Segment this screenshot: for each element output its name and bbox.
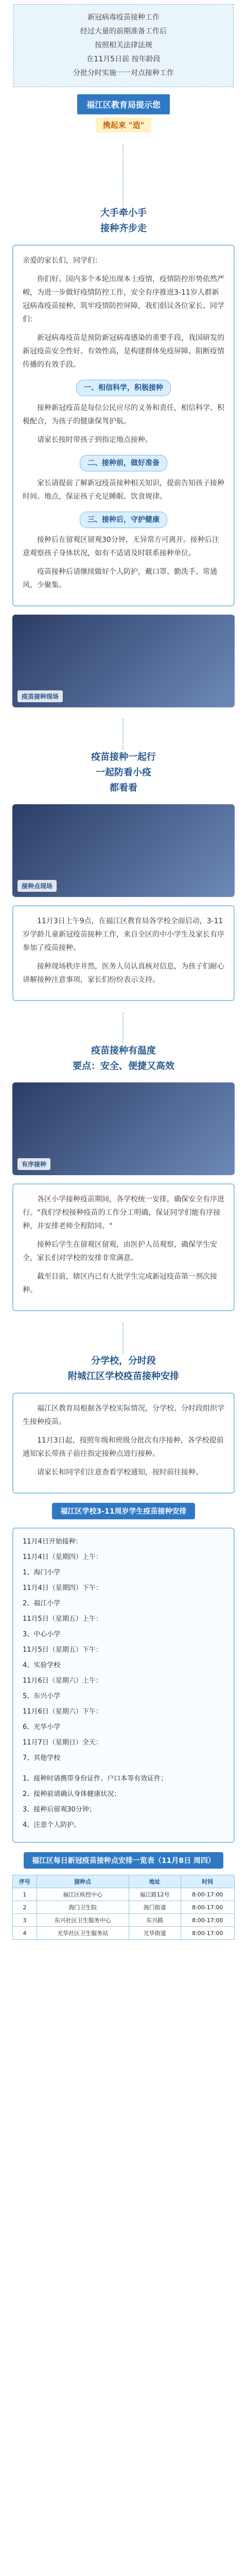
schedule-row: 1、海门小学	[23, 1569, 61, 1577]
photo	[12, 1082, 235, 1175]
schedule-row: 11月6日（星期六）下午：	[23, 1708, 102, 1716]
section-heading: 大手牵小手 接种齐步走	[100, 208, 147, 234]
table-header: 序号	[13, 1875, 37, 1888]
schedule-row: 3、中心小学	[23, 1631, 61, 1638]
table-row: 4 光华社区卫生服务站 光华街道 8:00-17:00	[13, 1927, 235, 1940]
schedule-row: 11月7日（星期日）全天：	[23, 1739, 102, 1747]
content-card	[12, 1393, 235, 1494]
paragraph: 接种新冠疫苗是每位公民应尽的义务和责任，相信科学、积极配合，为孩子的健康保驾护航。	[23, 404, 224, 426]
section-label: 二、接种前，做好准备	[80, 455, 167, 471]
divider	[122, 1012, 125, 1043]
note-row: 2、接种前请确认身体健康状况；	[23, 1790, 121, 1798]
paragraph: 接种后学生在留观区留观，由医护人员观察，确保学生安全，家长们对学校的安排非常满意。	[23, 1241, 217, 1262]
paragraph: 家长请提前了解新冠疫苗接种相关知识，提前告知孩子接种时间、地点，保证孩子充足睡眠、饮食规律。	[23, 479, 224, 501]
intro-line: 按照相关法律法规	[95, 41, 152, 49]
schedule-row: 11月4日开始接种：	[23, 1538, 82, 1546]
schedule-row: 2、福江小学	[23, 1600, 61, 1607]
photo	[12, 804, 235, 897]
intro-line: 经过大量的前期准备工作后	[80, 27, 167, 36]
content-card	[12, 245, 235, 606]
section-label: 一、相信科学，积极接种	[76, 380, 171, 396]
content-card	[12, 905, 235, 1001]
divider	[122, 144, 125, 206]
page-title: 福江区教育局提示您	[77, 94, 170, 114]
table-row: 2 海门卫生院 海门街道 8:00-17:00	[13, 1901, 235, 1914]
photo	[12, 615, 235, 707]
paragraph: 新冠病毒疫苗是预防新冠病毒感染的重要手段，我国研发的新冠疫苗安全性好、有效性高，是构建群体免疫屏障、阻断疫情传播的有效手段。	[23, 334, 224, 369]
greeting: 亲爱的家长们，同学们：	[23, 257, 102, 265]
photo-caption: 接种点现场	[17, 880, 57, 892]
table-row: 3 东兴社区卫生服务中心 东兴路 8:00-17:00	[13, 1914, 235, 1927]
paragraph: 请家长按时带孩子到指定地点接种。	[37, 436, 152, 444]
table-header: 接种点	[37, 1875, 129, 1888]
photo-caption: 疫苗接种现场	[17, 690, 63, 702]
title-block	[0, 87, 247, 132]
paragraph: 接种现场秩序井然，医务人员认真核对信息，为孩子们耐心讲解接种注意事项，家长们纷纷表示支持。	[23, 962, 224, 984]
paragraph: 11月3日上午9点，在福江区教育局各学校全面启动，3-11岁学龄儿童新冠疫苗接种工作，来自全区的中小学生及家长有序参加了疫苗接种。	[23, 917, 224, 952]
note-row: 3、接种后留观30分钟；	[23, 1806, 96, 1814]
note-row: 1、接种时请携带身份证件、户口本等有效证件；	[23, 1775, 168, 1783]
table-title: 福江区每日新冠疫苗接种点安排一览表（11月8日 周四）	[24, 1852, 223, 1869]
divider	[122, 719, 125, 750]
schedule-row: 11月5日（星期五）上午：	[23, 1615, 102, 1623]
intro-line: 新冠病毒疫苗接种工作	[87, 13, 160, 22]
section-heading: 疫苗接种有温度 要点：安全、便捷又高效	[73, 1045, 174, 1072]
section-label: 三、接种后，守护健康	[80, 512, 167, 528]
note-row: 4、注意个人防护。	[23, 1821, 81, 1829]
schedule-row: 11月4日（星期四）下午：	[23, 1584, 102, 1592]
schedule-row: 11月5日（星期五）下午：	[23, 1646, 102, 1654]
table-row: 1 福江区疾控中心 福江路12号 8:00-17:00	[13, 1888, 235, 1901]
paragraph: 请家长和同学们注意查看学校通知，按时前往接种。	[37, 1468, 203, 1477]
table-header-row	[13, 1875, 235, 1888]
schedule-row: 4、实验学校	[23, 1662, 61, 1669]
schedule-box	[12, 1528, 235, 1843]
paragraph: 福江区教育局根据各学校实际情况，分学校、分时段组织学生接种疫苗。	[23, 1404, 224, 1426]
intro-line: 分批分时实施一一对点接种工作	[73, 69, 174, 77]
content-card	[12, 1183, 235, 1311]
schedule-title: 福江区学校3-11周岁学生疫苗接种安排	[52, 1503, 195, 1519]
schedule-row: 11月6日（星期六）上午：	[23, 1677, 102, 1685]
paragraph: 各区小学接种疫苗期间，各学校统一安排，确保安全有序进行。"我们学校接种疫苗的工作分工明确，保证同学们能有序接种，并安排老师全程陪同。"	[23, 1195, 224, 1230]
paragraph: 截至目前，辖区内已有大批学生完成新冠疫苗第一剂次接种。	[23, 1273, 217, 1294]
schedule-row: 6、光华小学	[23, 1723, 61, 1731]
vaccination-table	[12, 1875, 235, 1940]
table-header: 地址	[129, 1875, 181, 1888]
divider	[122, 1323, 125, 1353]
schedule-row: 11月4日（星期四）上午：	[23, 1553, 102, 1561]
section-heading: 疫苗接种一起行 一起防看小疫 都看看	[91, 752, 156, 793]
paragraph: 11月3日起，按照年级和班级分批次有序接种，各学校提前通知家长带孩子前往指定接种点进行接种。	[23, 1436, 224, 1458]
schedule-row: 7、其他学校	[23, 1754, 61, 1762]
intro-line: 在11月5日前 按年龄段	[86, 55, 161, 63]
page-subtitle: 携起来 "造"	[96, 117, 152, 132]
photo-caption: 有序接种	[17, 1158, 50, 1170]
paragraph: 接种后在留观区留观30分钟，无异常方可离开。接种后注意观察孩子身体状况，如有不适请及时联系接种单位。	[23, 536, 219, 557]
paragraph: 疫苗接种后请继续做好个人防护，戴口罩、勤洗手、常通风、少聚集。	[23, 568, 217, 589]
paragraph: 你们好。国内多个本轮出现本土疫情，疫情防控形势依然严峻，为进一步做好疫情防控工作，安全有序推进3-11岁人群新冠病毒疫苗接种，筑牢疫情防控屏障，我们倡议各位家长、同学们：	[23, 275, 224, 324]
table-header: 时间	[181, 1875, 234, 1888]
section-heading: 分学校，分时段 附城江区学校疫苗接种安排	[68, 1355, 179, 1382]
schedule-row: 5、东兴小学	[23, 1692, 61, 1700]
intro-box	[13, 4, 234, 87]
